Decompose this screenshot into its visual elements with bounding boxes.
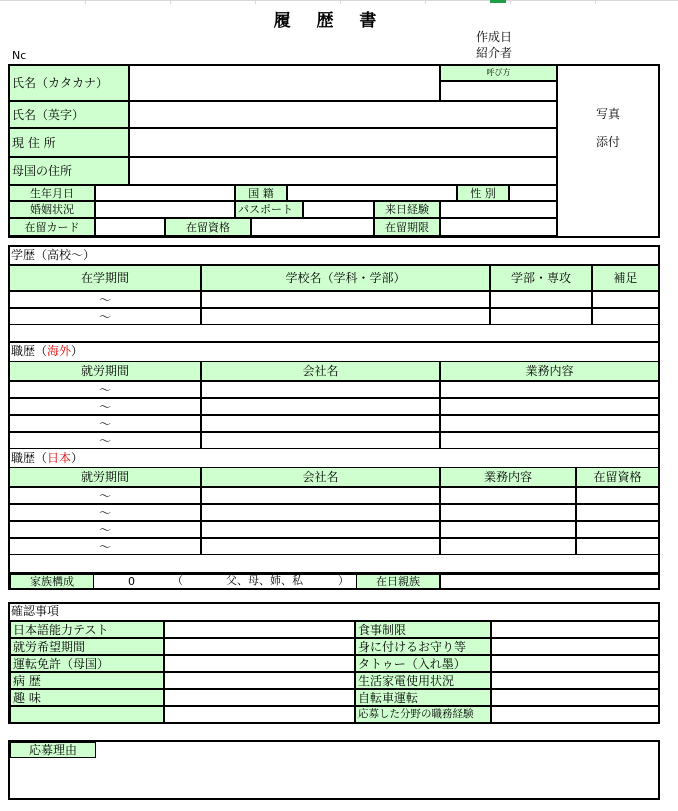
- overseas-row-duties[interactable]: [440, 432, 659, 449]
- education-row-school[interactable]: [201, 291, 490, 308]
- japan-row-duties[interactable]: [440, 504, 576, 521]
- residence-status-label: 在留資格: [165, 218, 251, 236]
- marital-status-label: 婚姻状況: [9, 201, 95, 218]
- bicycle-label: 自転車運転: [355, 689, 491, 706]
- name-kana-label: 氏名（カタカナ）: [9, 65, 129, 101]
- overseas-row-company[interactable]: [201, 415, 440, 432]
- overseas-row-period[interactable]: ～: [9, 381, 201, 398]
- nickname-label: 呼び方: [440, 65, 557, 81]
- diet-restriction-field[interactable]: [491, 621, 659, 638]
- japan-row-period[interactable]: ～: [9, 487, 201, 504]
- residence-status-field[interactable]: [251, 218, 374, 236]
- home-address-field[interactable]: [129, 157, 557, 185]
- japan-row-duties[interactable]: [440, 538, 576, 555]
- driving-license-label: 運転免許（母国）: [10, 655, 164, 672]
- document-title: 履 歴 書: [273, 11, 387, 31]
- japan-row-company[interactable]: [201, 538, 440, 555]
- japan-header-status: 在留資格: [576, 467, 659, 487]
- hobby-field[interactable]: [164, 689, 355, 706]
- medical-history-label: 病 歴: [10, 672, 164, 689]
- overseas-row-duties[interactable]: [440, 398, 659, 415]
- residence-period-label: 在留期限: [374, 218, 440, 236]
- education-row-major[interactable]: [490, 308, 592, 325]
- confirmation-title: 確認事項: [11, 604, 60, 618]
- blank-field[interactable]: [164, 706, 355, 723]
- diet-restriction-label: 食事制限: [355, 621, 491, 638]
- family-label: 家族構成: [10, 574, 94, 589]
- residence-card-label: 在留カード: [9, 218, 95, 236]
- passport-field[interactable]: [303, 201, 374, 218]
- sheet-top-gridline: [0, 0, 678, 4]
- japan-row-status[interactable]: [576, 538, 659, 555]
- medical-history-field[interactable]: [164, 672, 355, 689]
- field-experience-label: 応募した分野の職務経験: [355, 706, 491, 723]
- relatives-in-japan-field[interactable]: [440, 574, 659, 589]
- amulet-field[interactable]: [491, 638, 659, 655]
- amulet-label: 身に付けるお守り等: [355, 638, 491, 655]
- relatives-in-japan-label: 在日親族: [356, 574, 440, 589]
- japan-header-duties: 業務内容: [440, 467, 576, 487]
- blank-label: [10, 706, 164, 723]
- japanese-test-label: 日本語能力テスト: [10, 621, 164, 638]
- motivation-label: 応募理由: [10, 742, 96, 758]
- overseas-row-duties[interactable]: [440, 381, 659, 398]
- education-header-school: 学校名（学科・学部）: [201, 265, 490, 291]
- japan-row-duties[interactable]: [440, 487, 576, 504]
- photo-area[interactable]: [558, 65, 659, 237]
- photo-label-line2: 添付: [596, 135, 621, 149]
- selected-column-marker: [490, 0, 506, 3]
- work-period-field[interactable]: [164, 638, 355, 655]
- introducer-label: 紹介者: [476, 46, 513, 60]
- nationality-label: 国 籍: [235, 185, 287, 201]
- education-row-note[interactable]: [592, 291, 659, 308]
- title-suffix: ）: [71, 344, 84, 358]
- education-header-period: 在学期間: [9, 265, 201, 291]
- overseas-row-company[interactable]: [201, 432, 440, 449]
- education-row-period[interactable]: ～: [9, 308, 201, 325]
- overseas-highlight: 海外: [47, 344, 72, 358]
- overseas-header-company: 会社名: [201, 361, 440, 381]
- divider: [9, 341, 659, 343]
- bicycle-field[interactable]: [491, 689, 659, 706]
- overseas-row-period[interactable]: ～: [9, 415, 201, 432]
- tattoo-label: タトゥー（入れ墨）: [355, 655, 491, 672]
- japan-row-company[interactable]: [201, 487, 440, 504]
- nickname-field[interactable]: [440, 81, 557, 101]
- work-overseas-title: [11, 345, 83, 357]
- overseas-row-company[interactable]: [201, 381, 440, 398]
- tattoo-field[interactable]: [491, 655, 659, 672]
- family-members[interactable]: 父、母、姉、私: [226, 574, 303, 587]
- field-experience-field[interactable]: [491, 706, 659, 723]
- overseas-row-period[interactable]: ～: [9, 432, 201, 449]
- overseas-row-duties[interactable]: [440, 415, 659, 432]
- japan-row-period[interactable]: ～: [9, 538, 201, 555]
- japan-experience-field[interactable]: [440, 201, 557, 218]
- japan-highlight: 日本: [47, 451, 72, 465]
- birthdate-label: 生年月日: [9, 185, 95, 201]
- appliance-usage-label: 生活家電使用状況: [355, 672, 491, 689]
- japan-row-status[interactable]: [576, 504, 659, 521]
- work-period-label: 就労希望期間: [10, 638, 164, 655]
- education-header-note: 補足: [592, 265, 659, 291]
- education-row-note[interactable]: [592, 308, 659, 325]
- created-date-label: 作成日: [476, 30, 513, 44]
- address-field[interactable]: [129, 128, 557, 157]
- home-address-label: 母国の住所: [9, 157, 129, 185]
- motivation-field[interactable]: [10, 758, 658, 798]
- japan-row-status[interactable]: [576, 487, 659, 504]
- name-kana-field[interactable]: [129, 65, 440, 101]
- education-row-period[interactable]: ～: [9, 291, 201, 308]
- japanese-test-field[interactable]: [164, 621, 355, 638]
- education-row-school[interactable]: [201, 308, 490, 325]
- title-prefix: 職歴（: [11, 344, 48, 358]
- residence-card-field[interactable]: [95, 218, 165, 236]
- gender-field[interactable]: [509, 185, 557, 201]
- hobby-label: 趣 味: [10, 689, 164, 706]
- passport-label: パスポート: [235, 201, 303, 218]
- education-header-major: 学部・専攻: [490, 265, 592, 291]
- driving-license-field[interactable]: [164, 655, 355, 672]
- appliance-usage-field[interactable]: [491, 672, 659, 689]
- photo-label-line1: 写真: [596, 107, 621, 121]
- japan-row-status[interactable]: [576, 521, 659, 538]
- marital-status-field[interactable]: [95, 201, 235, 218]
- japan-row-company[interactable]: [201, 504, 440, 521]
- gender-label: 性 別: [457, 185, 509, 201]
- family-paren-open: （: [172, 574, 183, 587]
- name-english-field[interactable]: [129, 101, 557, 128]
- japan-header-company: 会社名: [201, 467, 440, 487]
- japan-row-company[interactable]: [201, 521, 440, 538]
- title-prefix: 職歴（: [11, 451, 48, 465]
- number-label: Nc: [12, 49, 27, 62]
- overseas-row-company[interactable]: [201, 398, 440, 415]
- birthdate-field[interactable]: [95, 185, 235, 201]
- japan-row-period[interactable]: ～: [9, 521, 201, 538]
- japan-experience-label: 来日経験: [374, 201, 440, 218]
- residence-period-field[interactable]: [440, 218, 557, 236]
- overseas-header-duties: 業務内容: [440, 361, 659, 381]
- japan-row-duties[interactable]: [440, 521, 576, 538]
- work-japan-title: [11, 452, 83, 464]
- overseas-row-period[interactable]: ～: [9, 398, 201, 415]
- family-paren-close: ）: [338, 574, 349, 587]
- title-suffix: ）: [71, 451, 84, 465]
- family-count[interactable]: 0: [128, 575, 135, 588]
- education-title: 学歴（高校～）: [11, 248, 96, 262]
- education-row-major[interactable]: [490, 291, 592, 308]
- overseas-header-period: 就労期間: [9, 361, 201, 381]
- name-english-label: 氏名（英字）: [9, 101, 129, 128]
- nationality-field[interactable]: [287, 185, 457, 201]
- japan-header-period: 就労期間: [9, 467, 201, 487]
- japan-row-period[interactable]: ～: [9, 504, 201, 521]
- address-label: 現 住 所: [9, 128, 129, 157]
